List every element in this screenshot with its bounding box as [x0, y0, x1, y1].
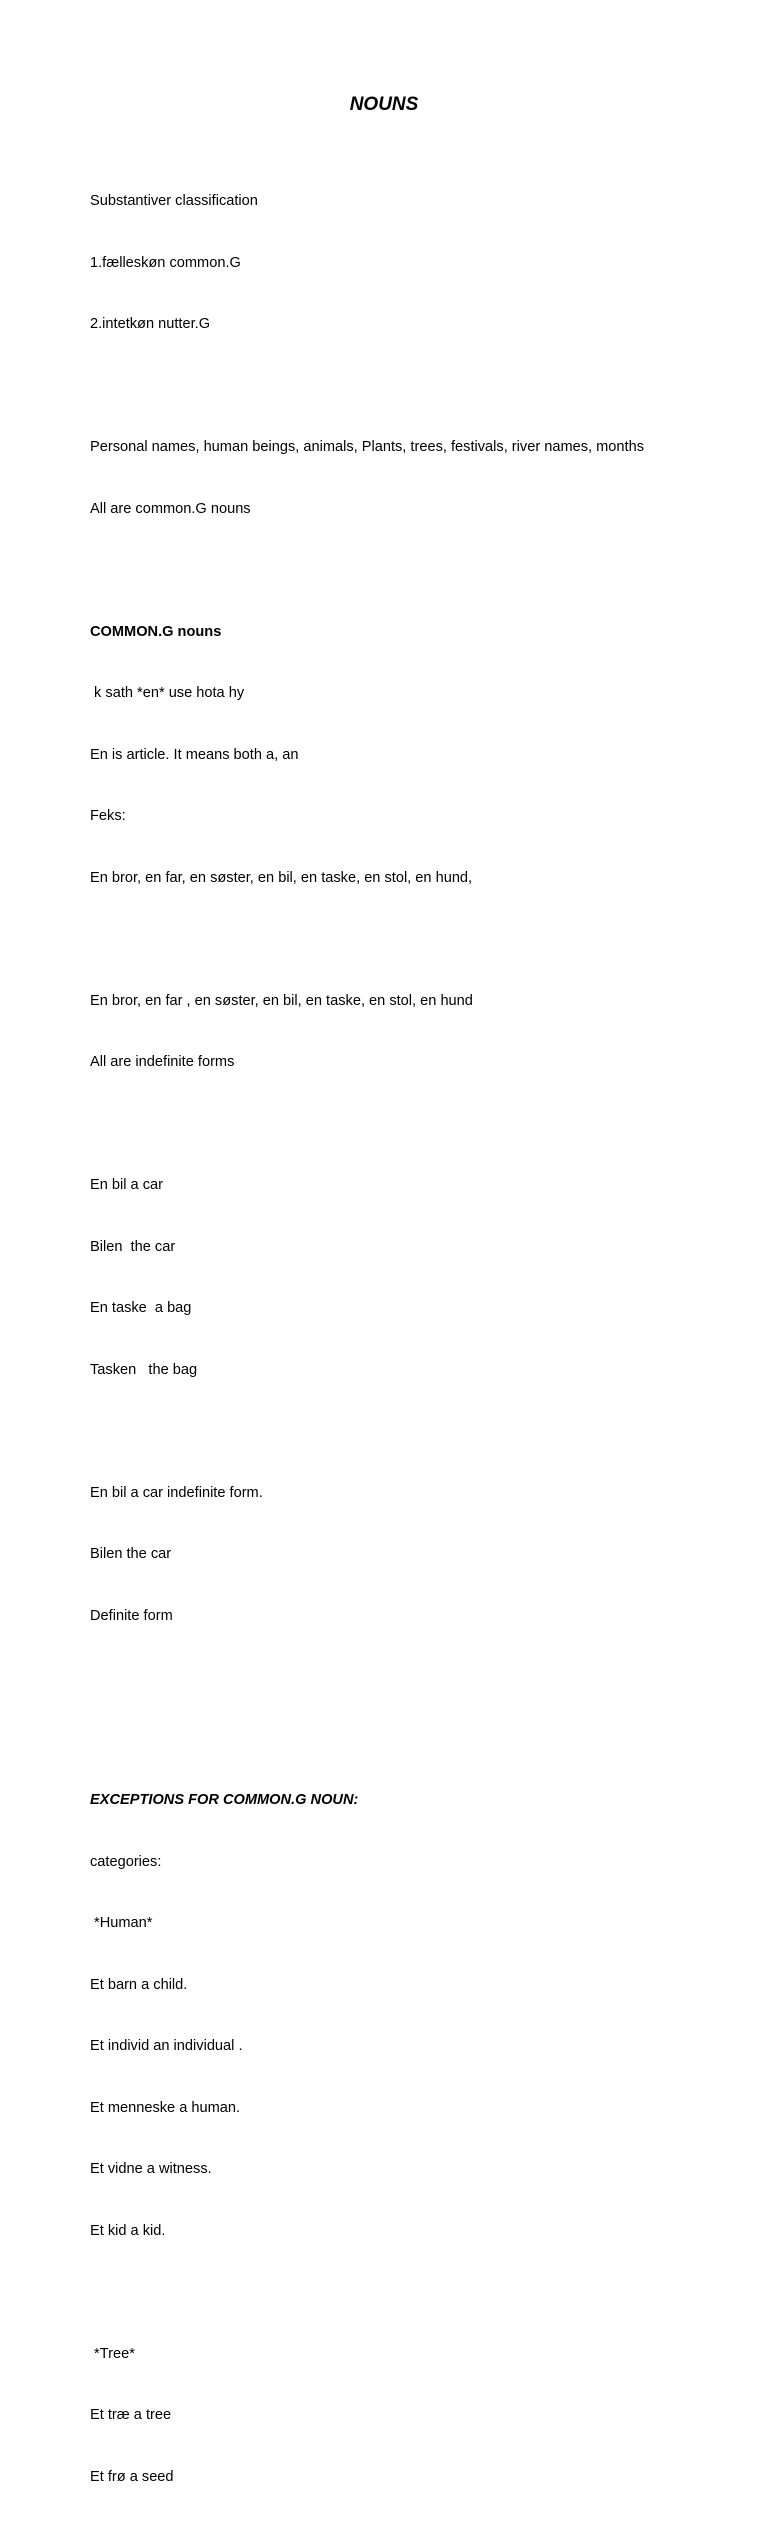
- text-line: En bror, en far , en søster, en bil, en taske, en stol, en hund: [90, 992, 473, 1009]
- blank-line: [90, 376, 730, 397]
- text-line: Et barn a child.: [90, 1976, 188, 1993]
- blank-line: [90, 560, 730, 581]
- category-label-tree: *Tree*: [90, 2345, 135, 2362]
- text-line: Bilen the car: [90, 1238, 176, 1255]
- text-line: Et frø a seed: [90, 2468, 174, 2485]
- document-body: [90, 150, 730, 2528]
- text-line: 2.intetkøn nutter.G: [90, 316, 211, 332]
- text-line: Et vidne a witness.: [90, 2161, 212, 2177]
- text-line: categories:: [90, 1853, 162, 1870]
- category-label-human: *Human*: [90, 1915, 153, 1931]
- text-line: En bil a car: [90, 1177, 164, 1193]
- text-line: En bror, en far, en søster, en bil, en taske, en stol, en hund,: [90, 869, 473, 886]
- section-heading-common-g: COMMON.G nouns: [90, 623, 222, 640]
- text-line: En is article. It means both a, an: [90, 746, 299, 763]
- blank-line: [90, 1421, 730, 1442]
- section-heading-exceptions: EXCEPTIONS FOR COMMON.G NOUN:: [90, 1792, 359, 1808]
- text-line: Definite form: [90, 1607, 173, 1624]
- text-line: Personal names, human beings, animals, Plants, trees, festivals, river names, months: [90, 439, 644, 455]
- text-line: Feks:: [90, 808, 126, 824]
- text-line: 1.fælleskøn common.G: [90, 254, 241, 271]
- text-line: k sath *en* use hota hy: [90, 685, 245, 701]
- text-line: Bilen the car: [90, 1546, 172, 1562]
- text-line: Et individ an individual .: [90, 2038, 243, 2054]
- text-line: Et kid a kid.: [90, 2222, 166, 2239]
- blank-line: [90, 1667, 730, 1688]
- text-line: En bil a car indefinite form.: [90, 1484, 263, 1501]
- blank-line: [90, 2282, 730, 2303]
- text-line: Substantiver classification: [90, 193, 258, 209]
- text-line: Et menneske a human.: [90, 2099, 241, 2116]
- blank-line: [90, 1729, 730, 1750]
- text-line: All are common.G nouns: [90, 500, 251, 517]
- blank-line: [90, 1114, 730, 1135]
- document-title: NOUNS: [349, 94, 419, 115]
- text-line: En taske a bag: [90, 1300, 192, 1316]
- text-line: Tasken the bag: [90, 1361, 198, 1378]
- text-line: All are indefinite forms: [90, 1054, 235, 1070]
- text-line: Et træ a tree: [90, 2407, 172, 2423]
- blank-line: [90, 929, 730, 950]
